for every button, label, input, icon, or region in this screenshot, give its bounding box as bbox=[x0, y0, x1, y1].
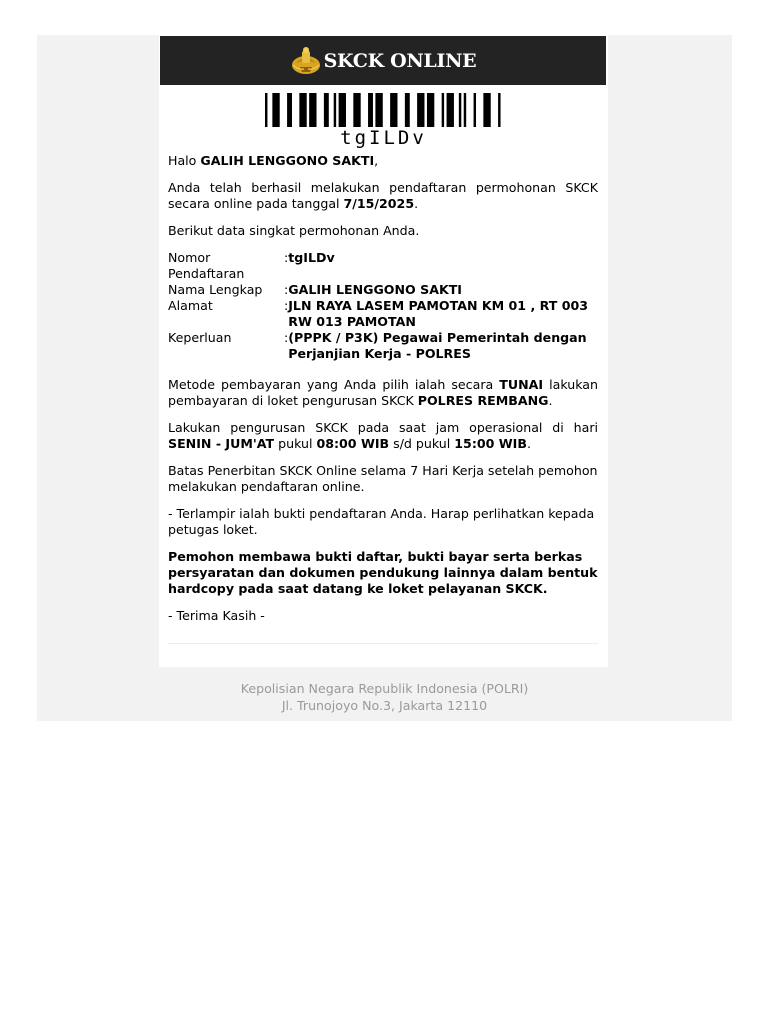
info-row bbox=[168, 330, 598, 362]
barcode-bar bbox=[473, 93, 475, 127]
info-row bbox=[168, 282, 598, 298]
info-value: tgILDv bbox=[288, 250, 335, 265]
barcode-bar bbox=[299, 93, 306, 127]
info-separator: : bbox=[284, 250, 289, 265]
barcode-bar bbox=[353, 93, 360, 127]
intro-paragraph: Anda telah berhasil melakukan pendaftaran permohonan SKCK secara online pada tanggal 7/15/2025. bbox=[168, 180, 598, 211]
content-divider bbox=[168, 643, 598, 644]
header-logo bbox=[290, 45, 477, 77]
email-header bbox=[160, 36, 606, 85]
barcode-bar bbox=[441, 93, 443, 127]
barcode-bar bbox=[368, 93, 373, 127]
info-row bbox=[168, 250, 598, 282]
registration-info-table bbox=[168, 250, 598, 362]
opening-time: 08:00 WIB bbox=[316, 436, 390, 451]
barcode-bar bbox=[498, 93, 500, 127]
deadline-paragraph: Batas Penerbitan SKCK Online selama 7 Hari Kerja setelah pemohon melakukan pendaftaran online. bbox=[168, 463, 598, 494]
footer-address: Jl. Trunojoyo No.3, Jakarta 12110 bbox=[281, 698, 488, 713]
barcode-code: tgILDv bbox=[340, 127, 427, 149]
barcode-bar bbox=[426, 93, 433, 127]
barcode-bar bbox=[404, 93, 409, 127]
brand-title: SKCK ONLINE bbox=[323, 49, 477, 72]
barcode-image bbox=[265, 93, 503, 127]
info-label: Alamat bbox=[168, 298, 213, 313]
barcode-bar bbox=[375, 93, 382, 127]
info-separator: : bbox=[284, 298, 289, 313]
info-label: Nomor Pendaftaran bbox=[168, 250, 245, 281]
barcode-bar bbox=[287, 93, 292, 127]
info-value: GALIH LENGGONO SAKTI bbox=[288, 282, 462, 297]
email-footer bbox=[37, 680, 732, 714]
requirement-paragraph: Pemohon membawa bukti daftar, bukti bayar serta berkas persyaratan dan dokumen pendukung lainnya dalam bentuk hardcopy pada saat datang ke loket pelayanan SKCK. bbox=[168, 549, 598, 596]
email-body bbox=[168, 153, 598, 635]
info-row bbox=[168, 298, 598, 330]
barcode-bar bbox=[483, 93, 490, 127]
hours-paragraph: Lakukan pengurusan SKCK pada saat jam operasional di hari SENIN - JUM'AT pukul 08:00 WIB s/d pukul 15:00 WIB. bbox=[168, 420, 598, 451]
barcode-bar bbox=[446, 93, 453, 127]
info-label: Keperluan bbox=[168, 330, 232, 345]
polri-emblem-icon bbox=[290, 45, 322, 77]
closing-time: 15:00 WIB bbox=[454, 436, 527, 451]
barcode-bar bbox=[458, 93, 460, 127]
barcode-block bbox=[159, 93, 608, 148]
payment-method: TUNAI bbox=[499, 377, 544, 392]
info-value: (PPPK / P3K) Pegawai Pemerintah dengan Perjanjian Kerja - POLRES bbox=[288, 330, 587, 361]
barcode-bar bbox=[272, 93, 279, 127]
applicant-name: GALIH LENGGONO SAKTI bbox=[200, 153, 375, 168]
barcode-bar bbox=[323, 93, 328, 127]
operating-days: SENIN - JUM'AT bbox=[168, 436, 275, 451]
email-background bbox=[37, 35, 732, 721]
barcode-bar bbox=[333, 93, 335, 127]
barcode-bar bbox=[338, 93, 345, 127]
closing-text: - Terima Kasih - bbox=[168, 608, 265, 623]
payment-place: POLRES REMBANG bbox=[417, 393, 549, 408]
summary-intro: Berikut data singkat permohonan Anda. bbox=[168, 223, 420, 238]
info-separator: : bbox=[284, 282, 289, 297]
info-label: Nama Lengkap bbox=[168, 282, 263, 297]
payment-paragraph: Metode pembayaran yang Anda pilih ialah secara TUNAI lakukan pembayaran di loket pengurusan SKCK POLRES REMBANG. bbox=[168, 377, 598, 408]
footer-org: Kepolisian Negara Republik Indonesia (POLRI) bbox=[240, 681, 529, 696]
registration-date: 7/15/2025 bbox=[343, 196, 415, 211]
attachment-paragraph: - Terlampir ialah bukti pendaftaran Anda. Harap perlihatkan kepada petugas loket. bbox=[168, 506, 595, 537]
greeting: Halo GALIH LENGGONO SAKTI, bbox=[168, 153, 379, 168]
barcode-bar bbox=[463, 93, 465, 127]
barcode-bar bbox=[390, 93, 397, 127]
barcode-bar bbox=[309, 93, 316, 127]
barcode-bar bbox=[265, 93, 267, 127]
info-value: JLN RAYA LASEM PAMOTAN KM 01 , RT 003 RW 013 PAMOTAN bbox=[288, 298, 589, 329]
barcode-bar bbox=[417, 93, 424, 127]
info-separator: : bbox=[284, 330, 289, 345]
email-card bbox=[159, 35, 608, 667]
